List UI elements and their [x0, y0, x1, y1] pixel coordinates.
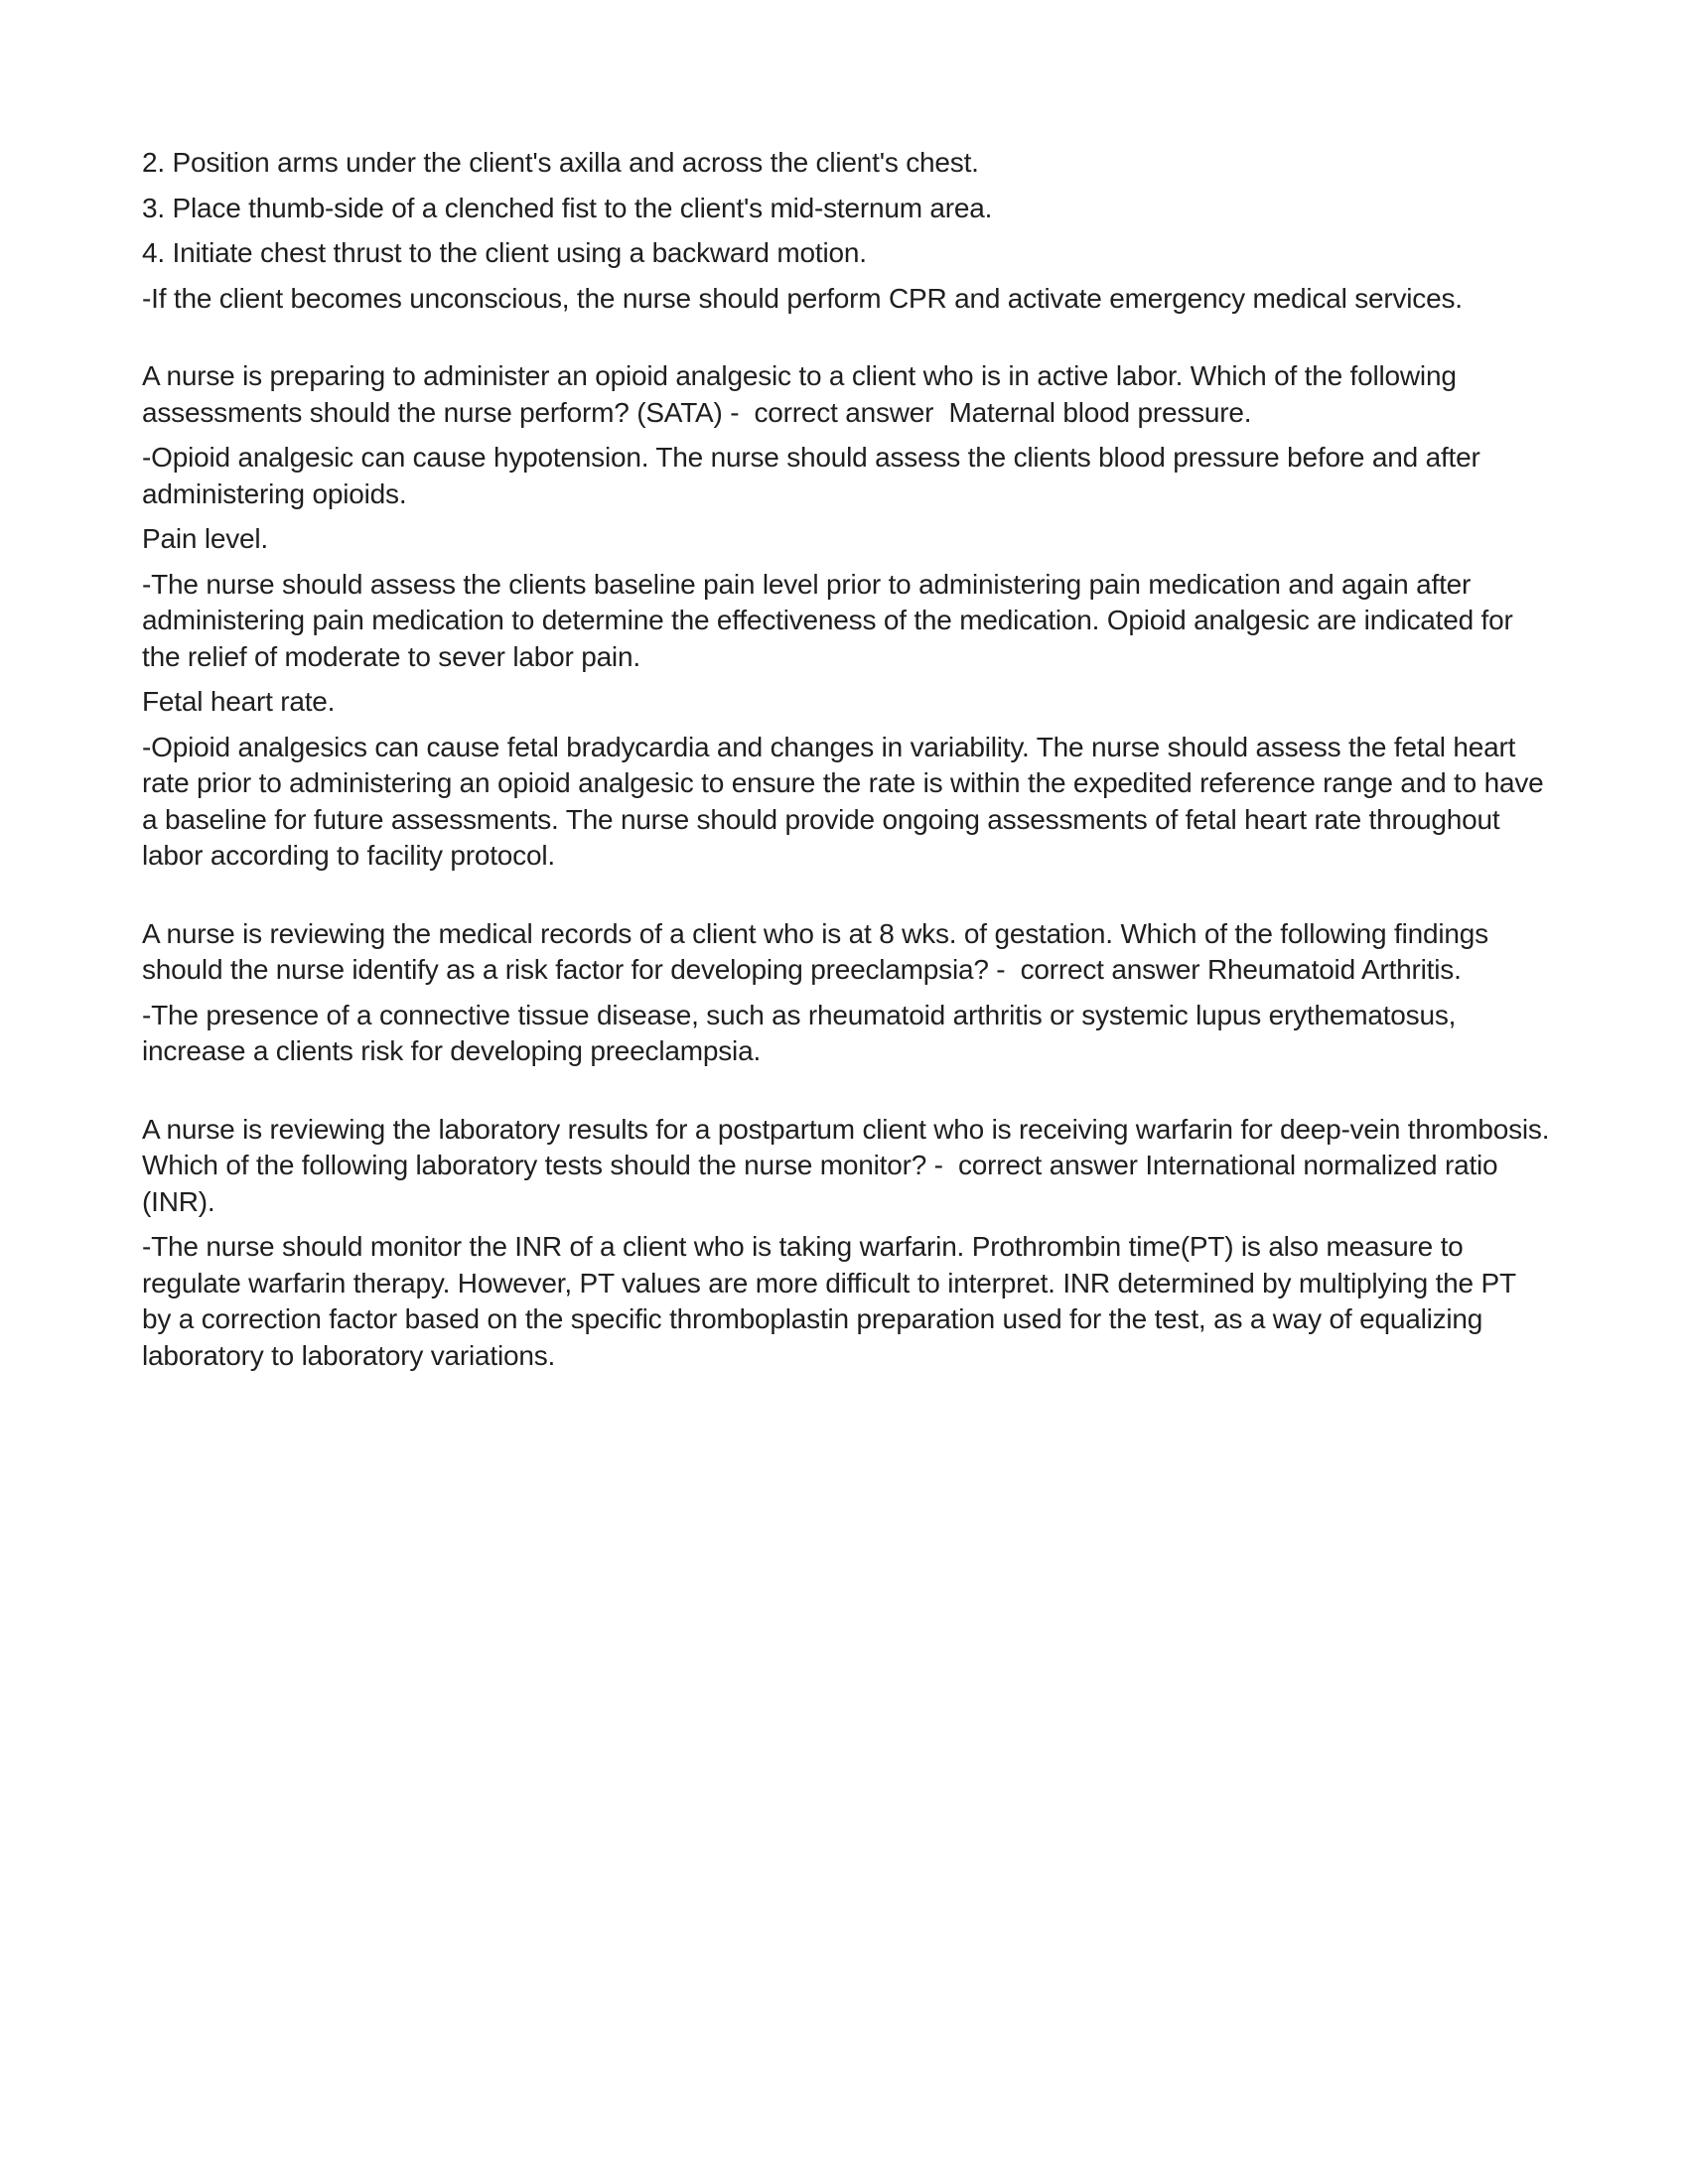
paragraph: -Opioid analgesic can cause hypotension. The nurse should assess the clients blood pressure before and after administering opioids. — [142, 442, 1488, 509]
paragraph-question: A nurse is preparing to administer an opioid analgesic to a client who is in active labor. Which of the following assessments should the nurse perform? (SATA) - correct answer Maternal blood pressure. — [142, 360, 1465, 428]
paragraph: 3. Place thumb-side of a clenched fist to the client's mid-sternum area. — [142, 192, 993, 223]
paragraph: -The presence of a connective tissue disease, such as rheumatoid arthritis or systemic lupus erythematosus, increase a clients risk for developing preeclampsia. — [142, 999, 1464, 1066]
paragraph-question: A nurse is reviewing the laboratory results for a postpartum client who is receiving warfarin for deep-vein thrombosis. Which of the following laboratory tests should the nurse monitor? - correct answer International normalized ratio (INR). — [142, 1113, 1557, 1217]
paragraph: -If the client becomes unconscious, the nurse should perform CPR and activate emergency medical services. — [142, 282, 1463, 314]
document-body — [142, 145, 1557, 1383]
paragraph: -Opioid analgesics can cause fetal bradycardia and changes in variability. The nurse should assess the fetal heart rate prior to administering an opioid analgesic to ensure the rate is within the expedited reference range and to have a baseline for future assessments. The nurse should provide ongoing assessments of fetal heart rate throughout labor according to facility protocol. — [142, 731, 1552, 871]
paragraph: 2. Position arms under the client's axilla and across the client's chest. — [142, 147, 979, 178]
paragraph: Pain level. — [142, 523, 268, 554]
paragraph-question: A nurse is reviewing the medical records of a client who is at 8 wks. of gestation. Which of the following findings should the nurse identify as a risk factor for developing preeclampsia? - correct answer Rheumatoid Arthritis. — [142, 917, 1496, 985]
paragraph: -The nurse should assess the clients baseline pain level prior to administering pain medication and again after administering pain medication to determine the effectiveness of the medication. Opioid analgesic are indicated for the relief of moderate to sever labor pain. — [142, 568, 1521, 672]
paragraph: 4. Initiate chest thrust to the client using a backward motion. — [142, 237, 867, 268]
paragraph: -The nurse should monitor the INR of a client who is taking warfarin. Prothrombin time(PT) is also measure to regulate warfarin therapy. However, PT values are more difficult to interpret. INR determined by multiplying the PT by a correction factor based on the specific thromboplastin preparation used for the test, as a way of equalizing laboratory to laboratory variations. — [142, 1231, 1523, 1371]
paragraph: Fetal heart rate. — [142, 686, 336, 717]
